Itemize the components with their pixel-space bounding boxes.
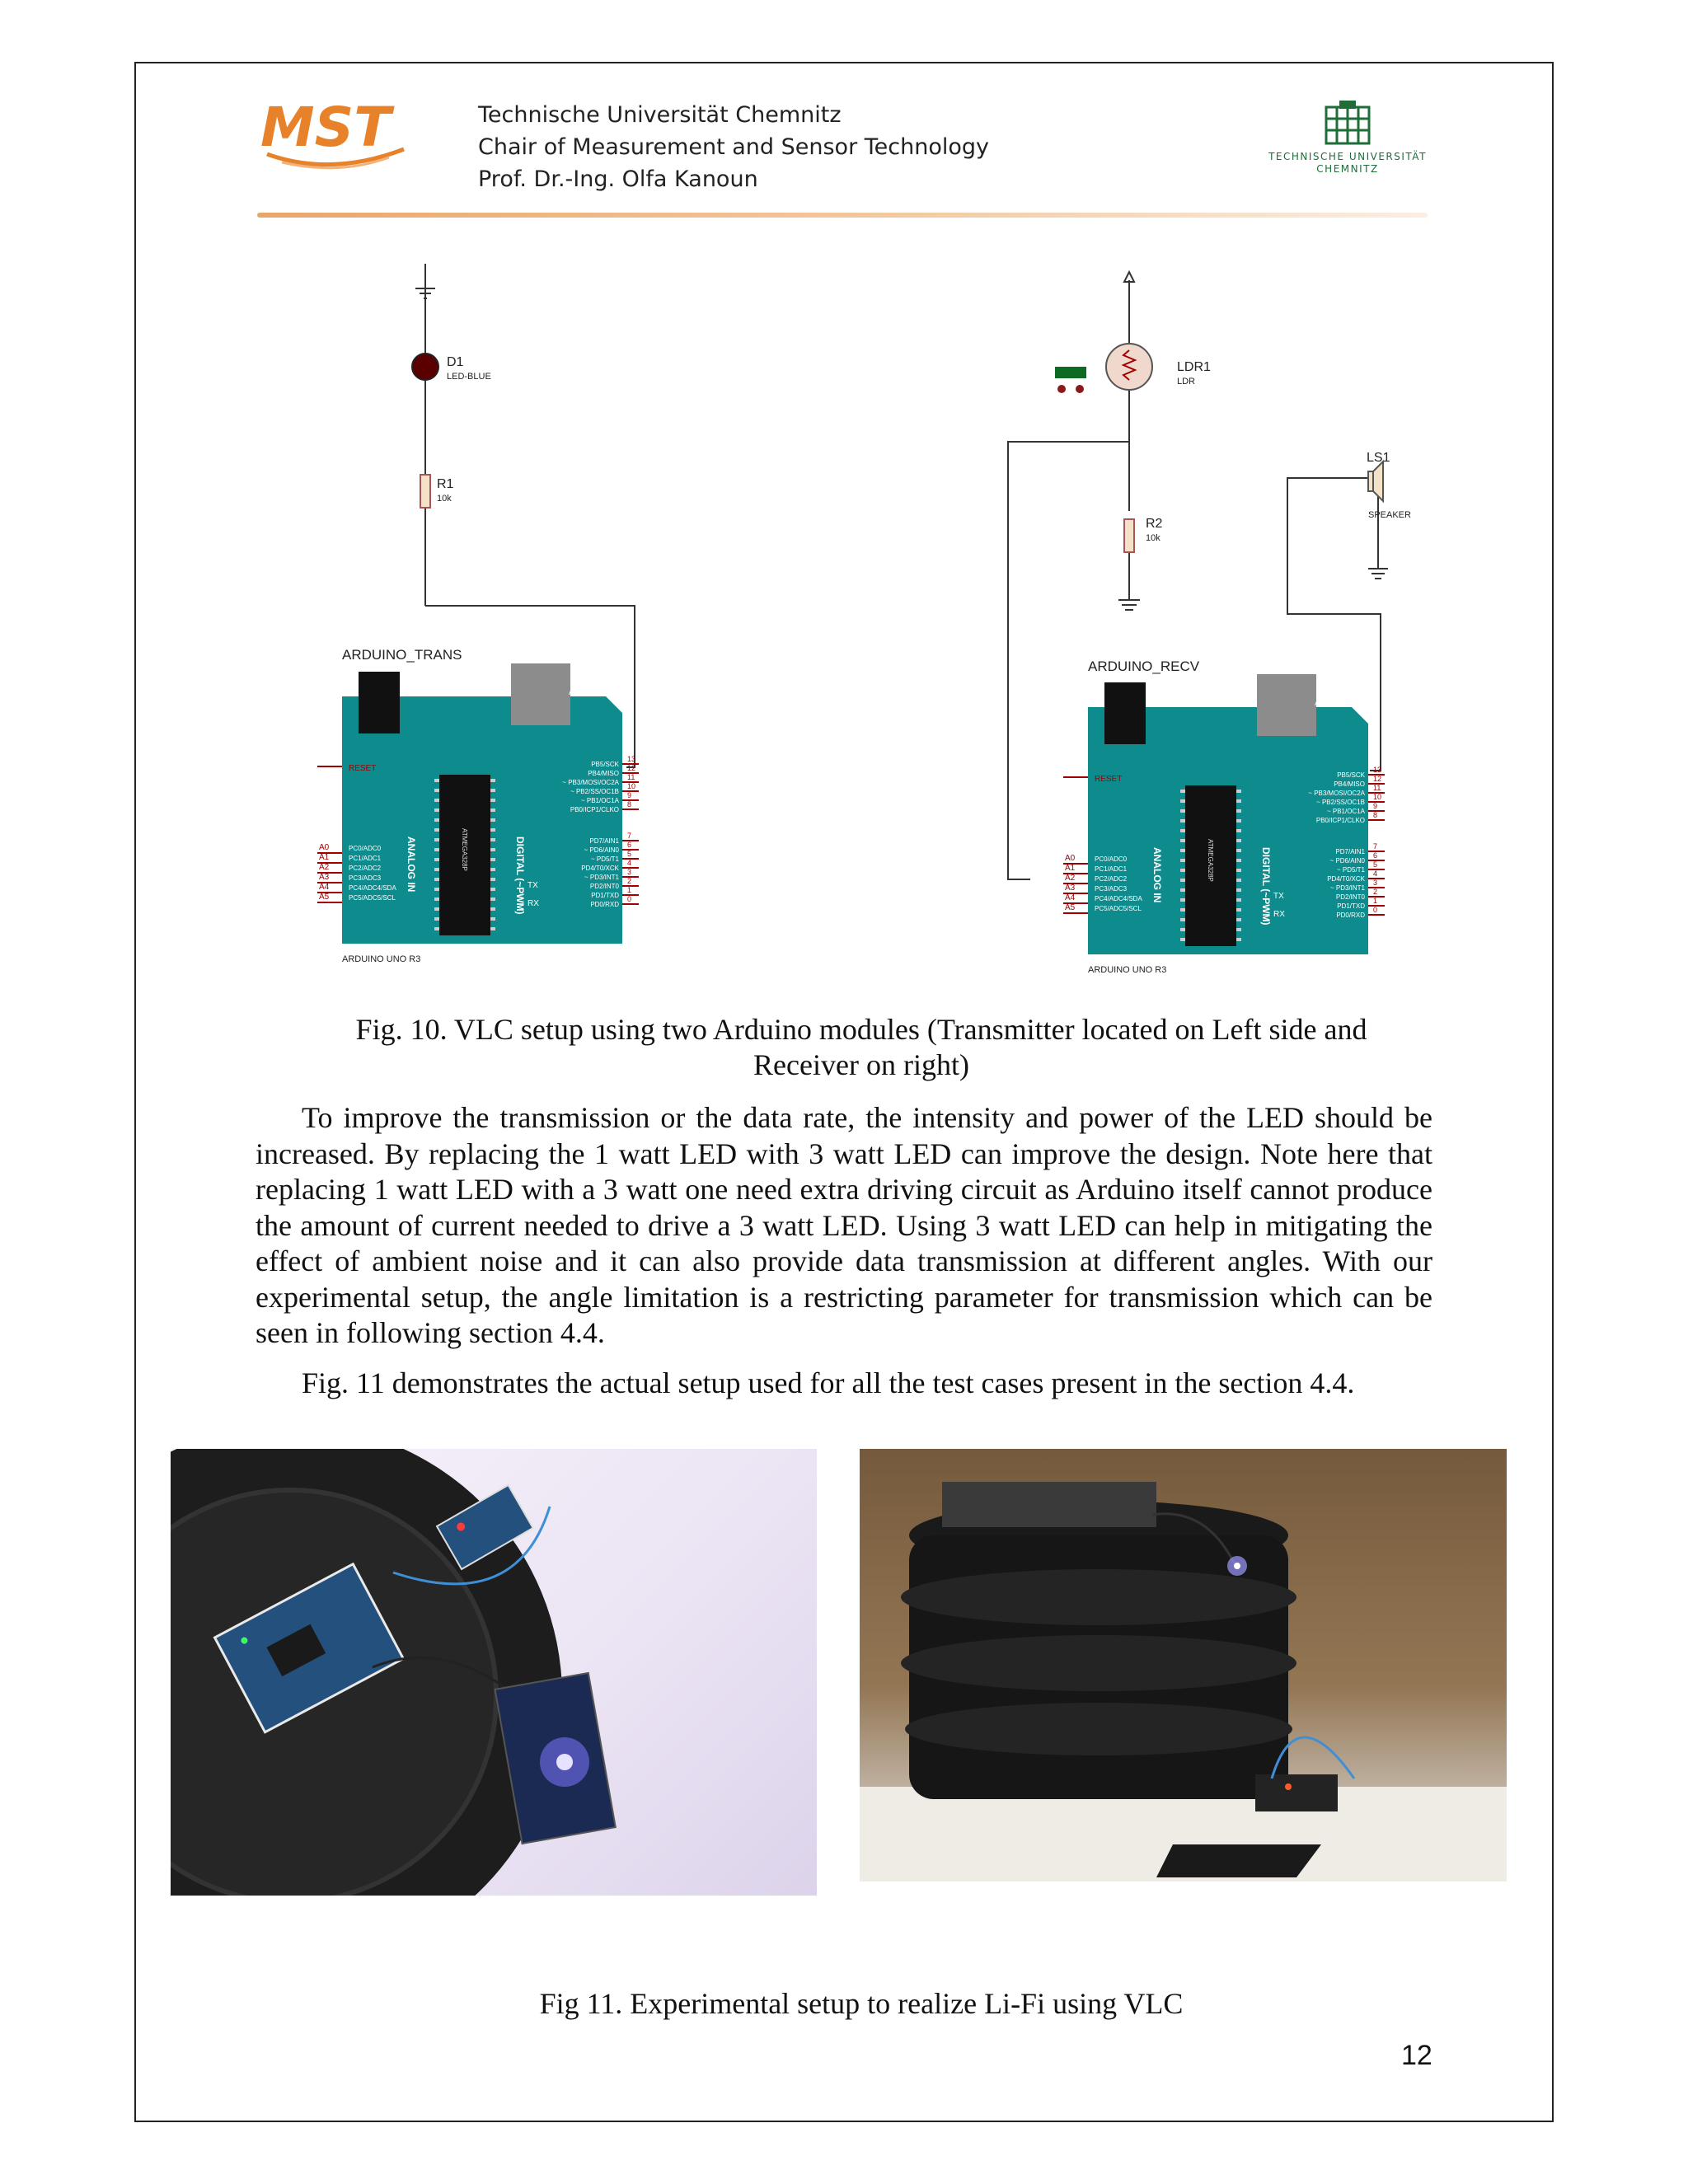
trans-pin12: 12: [627, 764, 636, 772]
tuc-building-icon: [1315, 99, 1381, 147]
led-d1-symbol: [412, 354, 438, 380]
recv-port-pc4: PC4/ADC4/SDA: [1095, 895, 1142, 902]
r2-value: 10k: [1146, 533, 1160, 543]
recv-pin7: 7: [1373, 842, 1378, 851]
recv-pin11: 11: [1373, 784, 1381, 792]
trans-port-pd5: ~ PD5/T1: [590, 855, 619, 863]
trans-pin8: 8: [627, 800, 632, 808]
trans-pin13: 13: [627, 755, 636, 763]
trans-a5: A5: [319, 893, 330, 902]
trans-board-label: ARDUINO_TRANS: [342, 647, 462, 663]
ls1-part: SPEAKER: [1368, 510, 1411, 520]
recv-port-pb1: ~ PB1/OC1A: [1326, 808, 1365, 815]
trans-port-pb4: PB4/MISO: [588, 770, 619, 777]
recv-port-pd7: PD7/AIN1: [1335, 848, 1365, 855]
recv-port-pb3: ~ PB3/MOSI/OC2A: [1308, 790, 1365, 797]
d1-label: D1: [447, 355, 464, 369]
resistor-r1-symbol: [420, 475, 430, 508]
tuc-name-line2: CHEMNITZ: [1316, 163, 1379, 175]
header-chair: Chair of Measurement and Sensor Technology: [478, 134, 989, 160]
arduino-recv-board: [1063, 674, 1385, 972]
paragraph-2: Fig. 11 demonstrates the actual setup used for all the test cases present in the section 4.4.: [302, 1366, 1355, 1399]
header-rule: [257, 213, 1428, 218]
trans-port-pc5: PC5/ADC5/SCL: [349, 894, 396, 902]
recv-port-pd1: PD1/TXD: [1337, 902, 1365, 910]
recv-pin1: 1: [1373, 897, 1378, 905]
recv-pin2: 2: [1373, 888, 1378, 896]
trans-port-pc1: PC1/ADC1: [349, 855, 382, 862]
trans-rx: RX: [528, 899, 539, 908]
recv-port-pb5: PB5/SCK: [1337, 771, 1365, 779]
trans-port-pd1: PD1/TXD: [591, 892, 619, 899]
recv-port-pb0: PB0/ICP1/CLKO: [1315, 817, 1365, 824]
trans-a1: A1: [319, 853, 330, 862]
recv-pin6: 6: [1373, 851, 1378, 860]
trans-port-pd4: PD4/T0/XCK: [581, 865, 619, 872]
recv-a1: A1: [1065, 864, 1076, 873]
recv-pin0: 0: [1373, 906, 1378, 914]
trans-port-pb2: ~ PB2/SS/OC1B: [570, 788, 619, 795]
recv-port-pc1: PC1/ADC1: [1095, 865, 1128, 873]
trans-port-pc4: PC4/ADC4/SDA: [349, 884, 396, 892]
vlc-schematic: [305, 264, 1418, 972]
header-text-block: [478, 99, 989, 195]
trans-pin5: 5: [627, 850, 632, 858]
recv-digital: DIGITAL (~PWM): [1260, 847, 1272, 926]
recv-pin9: 9: [1373, 802, 1378, 810]
recv-rx: RX: [1273, 910, 1285, 919]
ldr-part: LDR: [1177, 377, 1196, 387]
trans-a4: A4: [319, 883, 330, 892]
trans-port-pd7: PD7/AIN1: [589, 837, 619, 845]
recv-pin8: 8: [1373, 811, 1378, 819]
recv-board-model: ARDUINO UNO R3: [1088, 965, 1167, 972]
recv-pin13: 13: [1373, 766, 1382, 774]
recv-port-pd2: PD2/INT0: [1335, 893, 1365, 901]
trans-port-pb0: PB0/ICP1/CLKO: [570, 806, 619, 813]
mst-logo: [257, 95, 414, 181]
trans-pin6: 6: [627, 841, 632, 849]
trans-port-pc2: PC2/ADC2: [349, 865, 382, 872]
r1-label: R1: [437, 477, 454, 491]
recv-port-pc2: PC2/ADC2: [1095, 875, 1128, 883]
recv-reset: RESET: [1095, 775, 1123, 784]
recv-pin12: 12: [1373, 775, 1382, 783]
header-university: Technische Universität Chemnitz: [478, 102, 842, 128]
trans-tx: TX: [528, 881, 538, 890]
trans-port-pd2: PD2/INT0: [589, 883, 619, 890]
recv-analog-in: ANALOG IN: [1151, 847, 1163, 903]
tuc-name-line1: TECHNISCHE UNIVERSITÄT: [1268, 151, 1427, 162]
fig11-caption: Fig 11. Experimental setup to realize Li-Fi using VLC: [539, 1987, 1184, 2020]
trans-chip: ATMEGA328P: [461, 828, 468, 871]
trans-port-pd3: ~ PD3/INT1: [584, 874, 619, 881]
recv-pin4: 4: [1373, 869, 1378, 878]
recv-chip: ATMEGA328P: [1207, 839, 1214, 882]
trans-digital: DIGITAL (~PWM): [514, 837, 526, 915]
recv-a5: A5: [1065, 903, 1076, 912]
trans-pin7: 7: [627, 832, 632, 840]
fig10-caption: Fig. 10. VLC setup using two Arduino modules (Transmitter located on Left side and Receiver on right): [355, 1013, 1367, 1081]
trans-pin10: 10: [627, 782, 636, 790]
trans-board-model: ARDUINO UNO R3: [342, 954, 421, 964]
trans-pin3: 3: [627, 868, 632, 876]
recv-port-pd4: PD4/T0/XCK: [1327, 875, 1365, 883]
photo-receiver-setup: [860, 1449, 1507, 1882]
recv-port-pb2: ~ PB2/SS/OC1B: [1316, 799, 1365, 806]
trans-port-pd6: ~ PD6/AIN0: [584, 846, 619, 854]
arduino-trans-board: [317, 663, 639, 964]
recv-a2: A2: [1065, 874, 1076, 883]
recv-pin3: 3: [1373, 879, 1378, 887]
trans-a0: A0: [319, 843, 330, 852]
paragraph-1: To improve the transmission or the data rate, the intensity and power of the LED should be increased. By replacing the 1 watt LED with 3 watt LED can improve the design. Note here that replacing 1 watt LED with a 3 watt one need extra driving circuit as Arduino itself cannot produce the amount of current needed to drive a 3 watt LED. Using 3 watt LED can help in mitigating the effect of ambient noise and it can also provide data transmission at different angles. With our experimental setup, the angle limitation is a restricting parameter for transmission which can be seen in following section 4.4.: [256, 1101, 1432, 1349]
trans-reset: RESET: [349, 764, 377, 773]
trans-pin11: 11: [627, 773, 635, 781]
trans-analog-in: ANALOG IN: [406, 837, 417, 893]
trans-aref: AREF: [569, 688, 591, 697]
trans-pin2: 2: [627, 877, 632, 885]
recv-port-pd0: PD0/RXD: [1336, 912, 1365, 919]
ls1-label: LS1: [1367, 451, 1390, 465]
page-number: 12: [1401, 2040, 1432, 2071]
trans-a2: A2: [319, 863, 330, 872]
trans-port-pb3: ~ PB3/MOSI/OC2A: [562, 779, 619, 786]
recv-port-pc0: PC0/ADC0: [1095, 855, 1128, 863]
recv-a4: A4: [1065, 893, 1076, 902]
recv-a0: A0: [1065, 854, 1076, 863]
trans-port-pc0: PC0/ADC0: [349, 845, 382, 852]
d1-part: LED-BLUE: [447, 372, 491, 382]
recv-pin5: 5: [1373, 860, 1378, 869]
r1-value: 10k: [437, 494, 452, 504]
ldr-label: LDR1: [1177, 360, 1211, 374]
resistor-r2-symbol: [1124, 519, 1134, 552]
recv-a3: A3: [1065, 883, 1076, 893]
recv-board-label: ARDUINO_RECV: [1088, 658, 1200, 674]
recv-port-pb4: PB4/MISO: [1334, 780, 1365, 788]
recv-tx: TX: [1273, 892, 1284, 901]
recv-port-pc5: PC5/ADC5/SCL: [1095, 905, 1142, 912]
mst-logo-text: MST: [260, 96, 392, 159]
trans-port-pd0: PD0/RXD: [590, 901, 619, 908]
tuc-logo: [1257, 99, 1438, 176]
trans-pin1: 1: [627, 886, 632, 894]
recv-port-pd3: ~ PD3/INT1: [1329, 884, 1365, 892]
recv-port-pd6: ~ PD6/AIN0: [1329, 857, 1365, 865]
photo-transmitter-setup: [171, 1449, 817, 1896]
trans-a3: A3: [319, 873, 330, 882]
recv-port-pc3: PC3/ADC3: [1095, 885, 1128, 893]
trans-port-pb1: ~ PB1/OC1A: [580, 797, 619, 804]
trans-pin4: 4: [627, 859, 632, 867]
trans-pin0: 0: [627, 895, 632, 903]
r2-label: R2: [1146, 517, 1163, 531]
header-professor: Prof. Dr.-Ing. Olfa Kanoun: [478, 166, 758, 192]
recv-pin10: 10: [1373, 793, 1382, 801]
trans-pin9: 9: [627, 791, 632, 799]
recv-port-pd5: ~ PD5/T1: [1336, 866, 1365, 874]
trans-port-pc3: PC3/ADC3: [349, 874, 382, 882]
trans-port-pb5: PB5/SCK: [591, 761, 619, 768]
recv-aref: AREF: [1315, 699, 1337, 708]
